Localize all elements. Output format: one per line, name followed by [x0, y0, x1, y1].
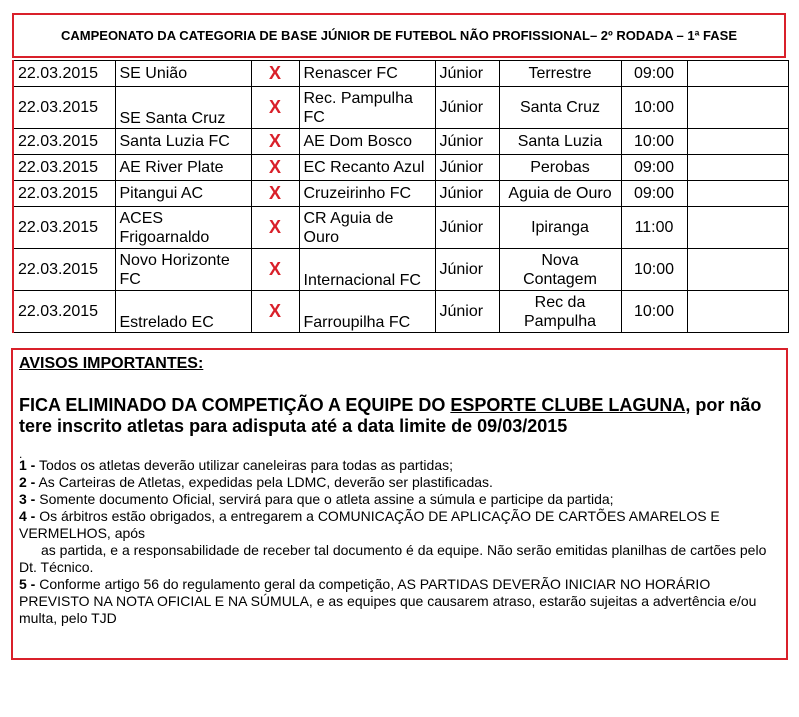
match-time: 10:00 — [621, 129, 687, 155]
separator-dot: . — [19, 447, 23, 461]
match-row — [13, 87, 788, 129]
rule-text: Todos os atletas deverão utilizar caneleiras para todas as partidas; — [35, 457, 453, 473]
notice-rule-4-continuation — [19, 542, 780, 576]
match-venue: Nova Contagem — [499, 249, 621, 291]
championship-title: CAMPEONATO DA CATEGORIA DE BASE JÚNIOR DE FUTEBOL NÃO PROFISSIONAL– 2º RODADA – 1ª FASE — [61, 27, 737, 43]
match-venue: Terrestre — [499, 61, 621, 87]
match-time: 09:00 — [621, 61, 687, 87]
match-row — [13, 155, 788, 181]
empty-cell — [687, 61, 788, 87]
notice-rule-2 — [19, 474, 780, 491]
eliminated-team: ESPORTE CLUBE LAGUNA — [450, 395, 686, 415]
match-category: Júnior — [435, 87, 499, 129]
rule-number: 2 - — [19, 474, 36, 490]
notice-rule-5 — [19, 576, 780, 627]
away-team: Farroupilha FC — [299, 291, 435, 333]
home-team: Novo Horizonte FC — [115, 249, 251, 291]
match-category: Júnior — [435, 181, 499, 207]
elimination-text-start: FICA ELIMINADO DA COMPETIÇÃO A EQUIPE DO — [19, 395, 451, 415]
match-schedule-table — [12, 60, 789, 333]
away-team: CR Aguia de Ouro — [299, 207, 435, 249]
match-date: 22.03.2015 — [13, 249, 115, 291]
empty-cell — [687, 181, 788, 207]
home-team: SE Santa Cruz — [115, 87, 251, 129]
versus-mark: X — [251, 249, 299, 291]
home-team: Estrelado EC — [115, 291, 251, 333]
away-team: Renascer FC — [299, 61, 435, 87]
home-team: Santa Luzia FC — [115, 129, 251, 155]
match-date: 22.03.2015 — [13, 129, 115, 155]
elimination-notice — [19, 395, 780, 437]
match-time: 09:00 — [621, 181, 687, 207]
match-time: 10:00 — [621, 87, 687, 129]
match-category: Júnior — [435, 129, 499, 155]
match-category: Júnior — [435, 61, 499, 87]
match-time: 10:00 — [621, 291, 687, 333]
empty-cell — [687, 207, 788, 249]
rule-text: As Carteiras de Atletas, expedidas pela LDMC, deverão ser plastificadas. — [35, 474, 493, 490]
away-team: Cruzeirinho FC — [299, 181, 435, 207]
home-team: AE River Plate — [115, 155, 251, 181]
versus-mark: X — [251, 291, 299, 333]
rule-text: Somente documento Oficial, servirá para que o atleta assine a súmula e participe da partida; — [35, 491, 614, 507]
home-team: ACES Frigoarnaldo — [115, 207, 251, 249]
empty-cell — [687, 155, 788, 181]
versus-mark: X — [251, 181, 299, 207]
rule-number: 1 - — [19, 457, 36, 473]
away-team: EC Recanto Azul — [299, 155, 435, 181]
notices-title: AVISOS IMPORTANTES: — [19, 355, 204, 372]
notice-rule-4 — [19, 508, 780, 542]
match-row — [13, 249, 788, 291]
match-date: 22.03.2015 — [13, 87, 115, 129]
match-date: 22.03.2015 — [13, 61, 115, 87]
match-venue: Ipiranga — [499, 207, 621, 249]
away-team: Rec. Pampulha FC — [299, 87, 435, 129]
match-venue: Santa Luzia — [499, 129, 621, 155]
match-category: Júnior — [435, 291, 499, 333]
match-time: 11:00 — [621, 207, 687, 249]
empty-cell — [687, 129, 788, 155]
match-time: 09:00 — [621, 155, 687, 181]
away-team: Internacional FC — [299, 249, 435, 291]
versus-mark: X — [251, 207, 299, 249]
home-team: Pitangui AC — [115, 181, 251, 207]
match-row — [13, 181, 788, 207]
rule-number: 4 - — [19, 508, 36, 524]
rule-text: Conforme artigo 56 do regulamento geral da competição, AS PARTIDAS DEVERÃO INICIAR NO HORÁRIO PREVISTO NA NOTA OFICIAL E NA SÚMULA, e as equipes que causarem atraso, estarão sujeitas a advertência e/ou multa, pelo TJD — [19, 576, 757, 626]
versus-mark: X — [251, 61, 299, 87]
match-date: 22.03.2015 — [13, 181, 115, 207]
match-date: 22.03.2015 — [13, 207, 115, 249]
home-team: SE União — [115, 61, 251, 87]
versus-mark: X — [251, 129, 299, 155]
match-category: Júnior — [435, 155, 499, 181]
match-venue: Rec da Pampulha — [499, 291, 621, 333]
rule-text: as partida, e a responsabilidade de receber tal documento é da equipe. Não serão emitidas planilhas de cartões pelo Dt. Técnico. — [19, 542, 767, 575]
versus-mark: X — [251, 155, 299, 181]
match-venue: Aguia de Ouro — [499, 181, 621, 207]
important-notices-box — [11, 348, 788, 660]
notice-rule-3 — [19, 491, 780, 508]
match-venue: Perobas — [499, 155, 621, 181]
match-row — [13, 291, 788, 333]
match-venue: Santa Cruz — [499, 87, 621, 129]
match-category: Júnior — [435, 249, 499, 291]
match-date: 22.03.2015 — [13, 155, 115, 181]
match-row — [13, 207, 788, 249]
empty-cell — [687, 87, 788, 129]
match-time: 10:00 — [621, 249, 687, 291]
rule-text: Os árbitros estão obrigados, a entregarem a COMUNICAÇÃO DE APLICAÇÃO DE CARTÕES AMARELOS E VERMELHOS, após — [19, 508, 720, 541]
empty-cell — [687, 249, 788, 291]
elimination-text-end: , por não tere inscrito atletas para adisputa até a data limite de 09/03/2015 — [19, 395, 762, 436]
match-date: 22.03.2015 — [13, 291, 115, 333]
rule-number: 3 - — [19, 491, 36, 507]
away-team: AE Dom Bosco — [299, 129, 435, 155]
rule-number: 5 - — [19, 576, 36, 592]
match-row — [13, 129, 788, 155]
match-row — [13, 61, 788, 87]
championship-header — [12, 13, 786, 58]
versus-mark: X — [251, 87, 299, 129]
notice-rule-1 — [19, 457, 780, 474]
empty-cell — [687, 291, 788, 333]
match-category: Júnior — [435, 207, 499, 249]
